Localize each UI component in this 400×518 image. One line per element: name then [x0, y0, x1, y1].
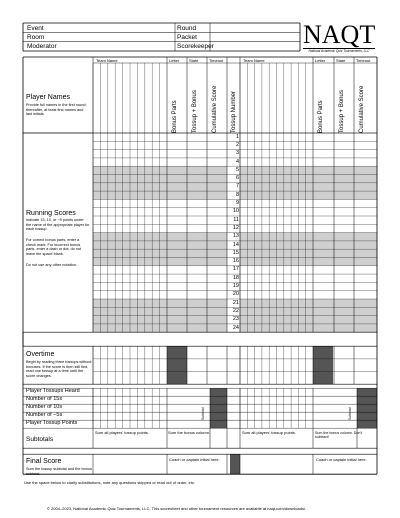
num-neg5-label: Number of −5s [26, 412, 63, 418]
shaded-row-right [240, 183, 377, 191]
tossup-number: 9 [235, 200, 239, 206]
sum-bonus-right-text: Sum the bonus column. [315, 431, 353, 435]
bonus-parts-left: Bonus Parts [172, 100, 178, 133]
event-label: Event [27, 25, 44, 32]
tossup-points-label: Player Tossup Points [26, 420, 78, 426]
subtotal-note-right: Subtotal [348, 407, 352, 420]
moderator-label: Moderator [27, 43, 57, 50]
tossup-number: 12 [232, 224, 239, 231]
tossup-number: 11 [233, 216, 239, 223]
coach-initial-right: Coach or captain initial here. [316, 457, 367, 462]
overtime-title: Overtime [26, 351, 55, 358]
shaded-row-right [240, 241, 377, 249]
round-label: Round [177, 25, 197, 32]
tossup-number: 24 [232, 324, 239, 331]
player-names-text: Provide full names in the first round; thereafter, at least first names and last initials. [26, 103, 87, 117]
packet-label: Packet [177, 34, 197, 41]
cumulative-score-left: Cumulative Score [212, 85, 218, 133]
running-scores-text2: For correct bonus parts, enter a check mark. For incorrect bonus parts, enter a dash or dot; do not leave the space blank. [26, 238, 82, 256]
tossups-heard-label: Player Tossups Heard [26, 388, 80, 394]
dont-subtract-text: Don't subtract! [315, 431, 363, 440]
tossup-number: 7 [235, 183, 239, 190]
team-name-right: Team Name [243, 58, 265, 63]
num-15s-label: Number of 15s [26, 396, 63, 402]
tossup-number: 10 [232, 208, 239, 215]
copyright: © 2004–2023, National Academic Quiz Tournaments, LLC. This scoresheet and other tournament resources are available at naqt.com/downloads/. [47, 506, 307, 511]
running-scores-text3: Do not use any other notation. [26, 263, 77, 267]
scorekeeper-label: Scorekeeper [177, 43, 214, 50]
tossup-number-header: Tossup Number [231, 90, 237, 133]
running-scores-title: Running Scores [26, 210, 76, 217]
shaded-row-right [240, 249, 377, 257]
letter-right: Letter [315, 58, 326, 63]
tossup-number: 8 [235, 191, 239, 198]
tossup-bonus-left: Tossup + Bonus [192, 90, 198, 133]
final-block-mid [230, 454, 240, 474]
player-names-title: Player Names [26, 94, 70, 101]
tossup-number: 19 [232, 283, 239, 289]
tossup-number: 22 [232, 307, 239, 314]
cumulative-score-right: Cumulative Score [359, 85, 365, 133]
logo-text: NAQT [303, 20, 376, 49]
tossup-number: 18 [232, 274, 239, 281]
tossup-number: 20 [232, 291, 239, 298]
shaded-row-right [240, 324, 377, 332]
team-name-left: Team Name [96, 58, 118, 63]
bonus-parts-right: Bonus Parts [318, 100, 324, 133]
tossup-number: 23 [232, 316, 239, 323]
overtime-text: Begin by reading three tossups without bonuses. If the score is then still tied, read one tossup at a time until the score changes. [26, 360, 92, 378]
tossup-number: 16 [232, 258, 239, 265]
tossup-number: 5 [235, 166, 239, 173]
running-scores-text1: Indicate 15, 10, or −5 points under the name of the appropriate player for each tossup. [26, 218, 90, 232]
state-right: State [336, 58, 346, 63]
room-label: Room [27, 34, 45, 41]
footer-note: Use the space below to clarify substitutions, note any questions skipped or read out of order, etc. [24, 480, 195, 485]
tossup-number: 17 [232, 266, 239, 273]
stats-block-left [210, 388, 227, 428]
naqt-logo [303, 22, 375, 54]
shaded-row-right [240, 191, 377, 199]
final-score-title: Final Score [26, 458, 62, 465]
final-score-text: Sum the tossup subtotal and the bonus subtotal. [26, 467, 92, 476]
num-10s-label: Number of 10s [26, 404, 63, 410]
shaded-row-right [240, 166, 377, 174]
tossup-number: 3 [235, 150, 239, 157]
tossup-number: 1 [235, 133, 239, 140]
tossup-number: 14 [232, 241, 239, 248]
state-left: State [189, 58, 199, 63]
tossup-number: 13 [232, 233, 239, 240]
tossup-number: 21 [232, 299, 239, 306]
tossup-number: 2 [235, 141, 239, 148]
shaded-row-right [240, 233, 377, 241]
sum-tossup-left: Sum all players' tossup points. [95, 430, 149, 435]
sum-tossup-right: Sum all players' tossup points. [242, 430, 296, 435]
timeout-right: Timeout [356, 58, 371, 63]
sum-bonus-right [315, 431, 373, 439]
tossup-number: 4 [235, 158, 239, 165]
tossup-number: 6 [235, 175, 239, 182]
letter-left: Letter [169, 58, 180, 63]
overtime-block-right [313, 346, 333, 384]
shaded-row-right [240, 175, 377, 183]
shaded-row-right [240, 307, 377, 315]
shaded-row-right [240, 316, 377, 324]
overtime-block-left [167, 346, 187, 384]
timeout-left: Timeout [209, 58, 224, 63]
stats-block-right [357, 388, 377, 428]
subtotals-label: Subtotals [26, 436, 54, 443]
tossup-number: 15 [232, 249, 239, 256]
subtotal-note-left: Subtotal [201, 407, 205, 420]
tossup-bonus-right: Tossup + Bonus [339, 90, 345, 133]
logo-subtitle: National Academic Quiz Tournaments, LLC [303, 48, 375, 53]
sum-bonus-left: Sum the bonus column. [168, 430, 211, 435]
shaded-row-right [240, 258, 377, 266]
shaded-row-right [240, 299, 377, 307]
coach-initial-left: Coach or captain initial here. [169, 457, 220, 462]
